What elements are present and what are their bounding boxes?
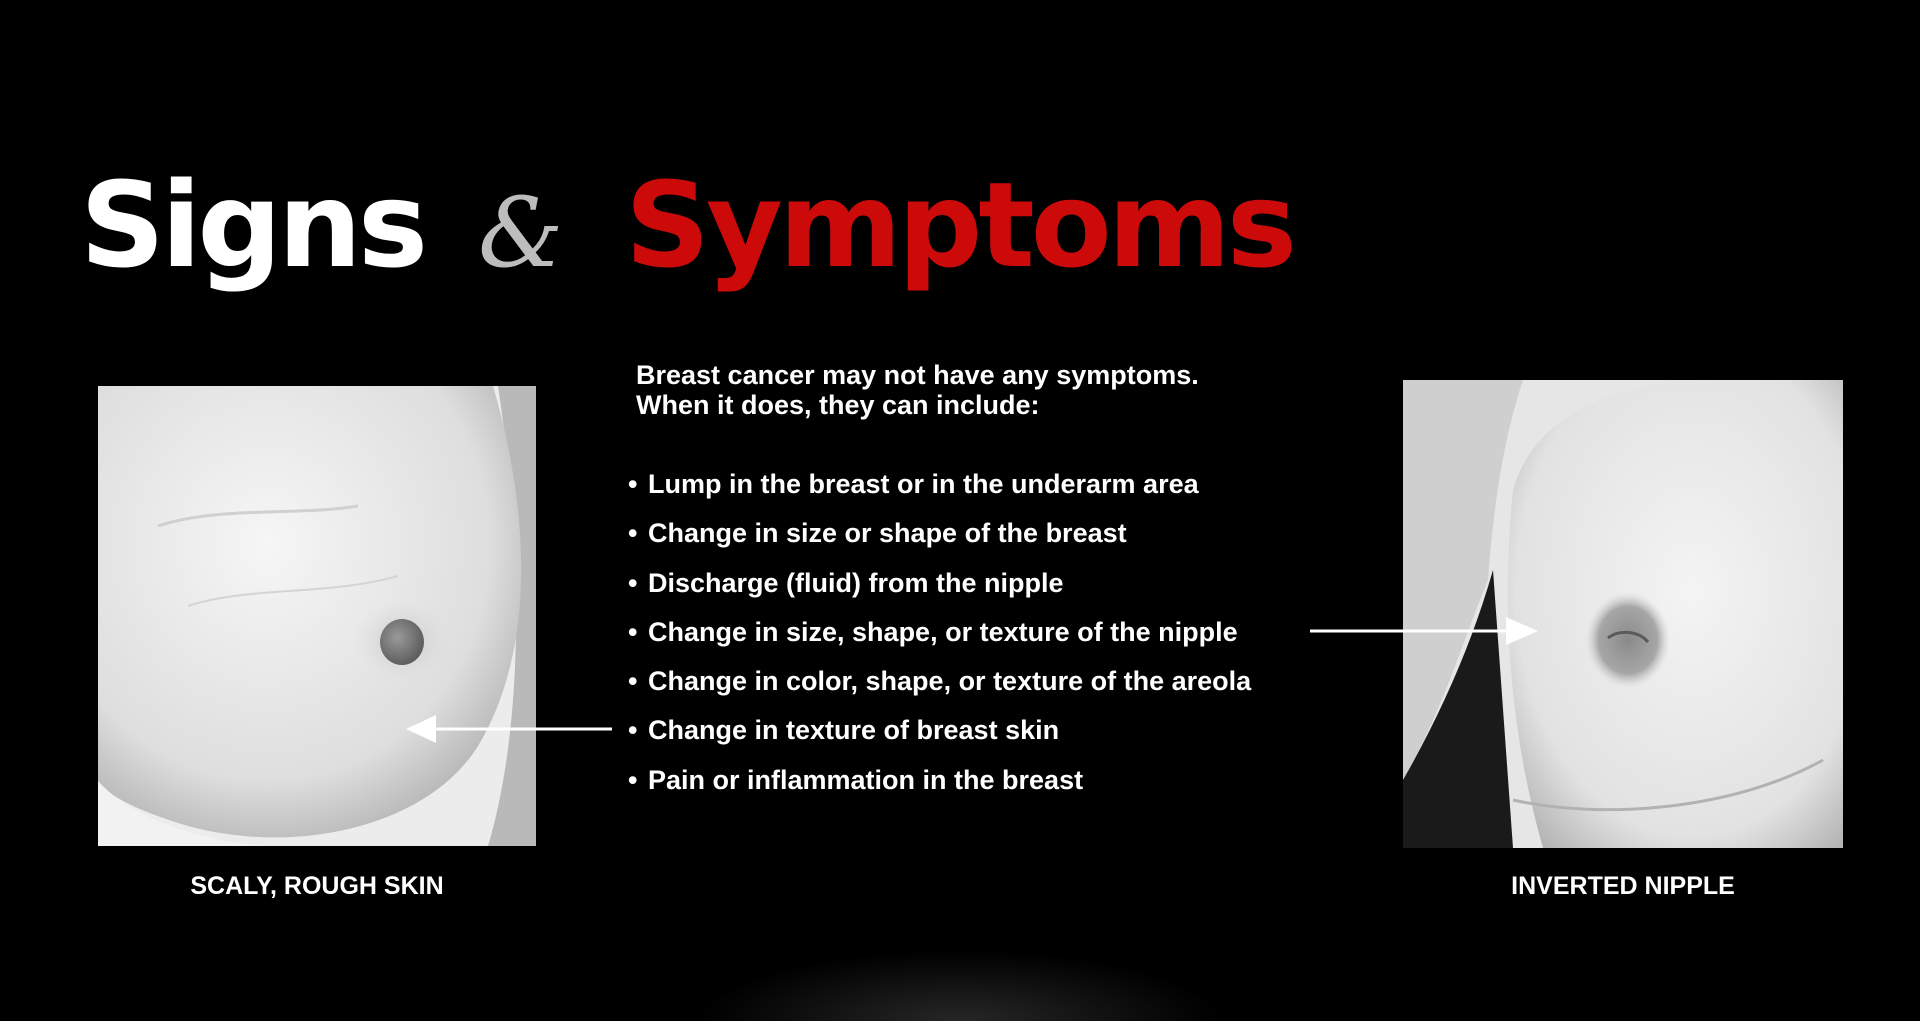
bullet: • [628,567,638,598]
list-item-text: Change in color, shape, or texture of the areola [648,666,1252,697]
bullet: • [628,764,638,795]
title-symptoms: Symptoms [625,156,1293,294]
intro-line-1: Breast cancer may not have any symptoms. [636,360,1199,390]
bullet: • [628,469,638,499]
title-signs: Signs [80,156,425,294]
arrow-right-icon [1310,617,1538,645]
bullet: • [628,616,638,647]
list-item-text: Change in size or shape of the breast [648,518,1127,549]
bullet: • [628,666,638,697]
bullet: • [628,518,638,549]
list-item-text: Change in size, shape, or texture of the nipple [648,616,1238,647]
caption-inverted-nipple: INVERTED NIPPLE [1511,872,1735,900]
list-item-text: Pain or inflammation in the breast [648,764,1084,795]
list-item-text: Lump in the breast or in the underarm area [648,469,1199,499]
title-ampersand: & [478,177,564,289]
bullet: • [628,715,638,746]
list-item-text: Discharge (fluid) from the nipple [648,567,1064,598]
list-item-text: Change in texture of breast skin [648,715,1060,746]
intro-line-2: When it does, they can include: [636,390,1040,420]
caption-scaly-rough-skin: SCALY, ROUGH SKIN [190,872,444,900]
arrow-left-icon [406,715,612,743]
